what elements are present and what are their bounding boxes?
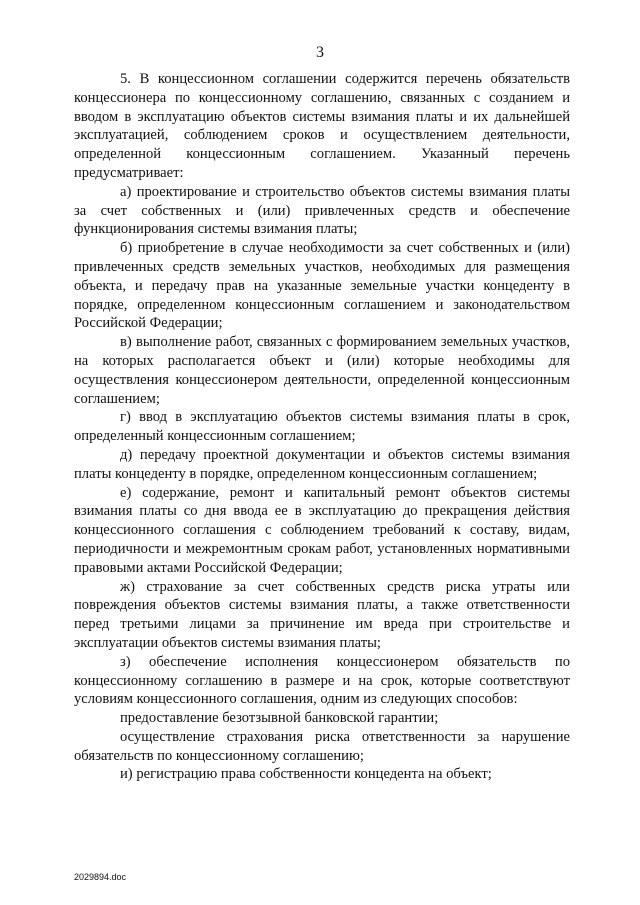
paragraph-item-v: в) выполнение работ, связанных с формированием земельных участков, на которых располагается объект и (или) которые необходимы для осуществления концессионером деятельности, определенной концессионным соглашением; [74,334,570,407]
paragraph-item-a: а) проектирование и строительство объектов системы взимания платы за счет собственных и (или) привлеченных средств и обеспечение функционирования системы взимания платы; [74,183,570,238]
paragraph-item-i: и) регистрацию права собственности концедента на объект; [120,766,492,783]
paragraph-item-z: з) обеспечение исполнения концессионером обязательств по концессионному соглашению в размере и на срок, которые соответствуют условиям концессионного соглашения, одним из следующих способов: [74,653,570,708]
document-code: 2029894.doc [74,872,127,882]
paragraph-method-guarantee: предоставление безотзывной банковской гарантии; [120,710,439,727]
document-body [74,70,570,784]
page-number: 3 [316,44,324,61]
paragraph-5-intro: 5. В концессионном соглашении содержится перечень обязательств концессионера по концессионному соглашению, связанных с созданием и вводом в эксплуатацию объектов системы взимания платы и их дальнейшей эксплуатацией, соблюдением сроков и осуществлением деятельности, определенной концессионным соглашением. Указанный перечень предусматривает: [74,71,570,181]
paragraph-item-d: д) передачу проектной документации и объектов системы взимания платы концеденту в порядке, определенном концессионным соглашением; [74,446,570,482]
paragraph-method-insurance: осуществление страхования риска ответственности за нарушение обязательств по концессионному соглашению; [74,728,570,764]
paragraph-item-zh: ж) страхование за счет собственных средств риска утраты или повреждения объектов системы взимания платы, а также ответственности перед третьими лицами за причинение им вреда при строительстве и эксплуатации объектов системы взимания платы; [74,578,570,651]
paragraph-item-e: е) содержание, ремонт и капитальный ремонт объектов системы взимания платы со дня ввода ее в эксплуатацию до прекращения действия концессионного соглашения с соблюдением требований к составу, видам, периодичности и межремонтным срокам работ, установленных нормативными правовыми актами Российской Федерации; [74,484,570,576]
paragraph-item-g: г) ввод в эксплуатацию объектов системы взимания платы в срок, определенный концессионным соглашением; [74,409,570,445]
paragraph-item-b: б) приобретение в случае необходимости за счет собственных и (или) привлеченных средств земельных участков, необходимых для размещения объекта, и передачу прав на указанные земельные участки концеденту в порядке, определенном концессионным соглашением и законодательством Российской Федерации; [74,240,570,332]
